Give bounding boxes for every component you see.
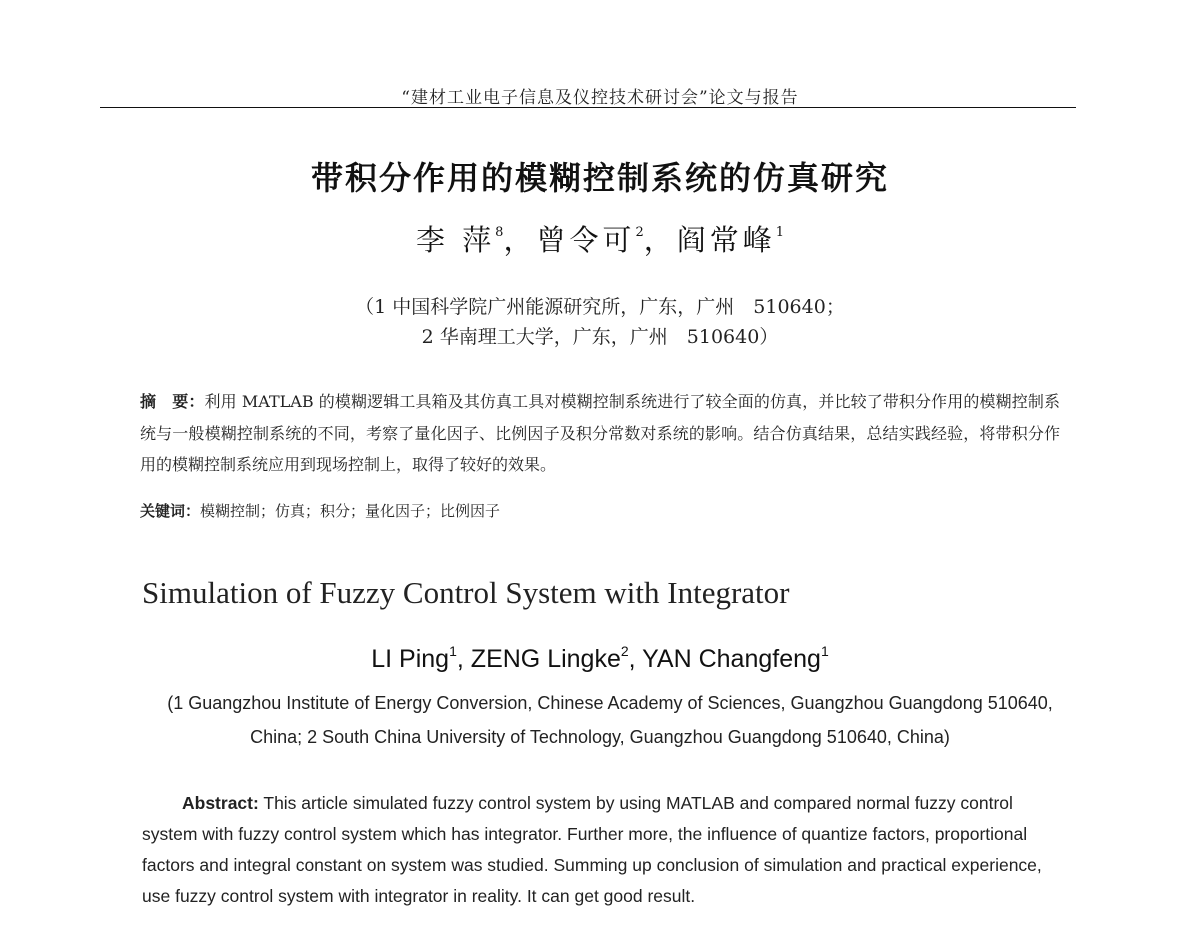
- keywords-label: 关键词：: [140, 502, 201, 520]
- author-affiliation-mark: 2: [620, 643, 629, 659]
- author-affiliation-mark: 1: [775, 225, 785, 240]
- keywords-text: 模糊控制；仿真；积分；量化因子；比例因子: [200, 502, 501, 520]
- author-name: 阎常峰: [676, 223, 776, 257]
- authors-chinese: [0, 218, 1200, 259]
- running-header: “建材工业电子信息及仪控技术研讨会”论文与报告: [401, 88, 799, 108]
- authors-english: [0, 643, 1200, 674]
- title-chinese: 带积分作用的模糊控制系统的仿真研究: [310, 159, 889, 197]
- header-rule: [100, 107, 1076, 108]
- author-separator: ，: [643, 223, 677, 257]
- abstract-chinese: [140, 386, 1060, 481]
- author-name: 曾令可: [536, 223, 636, 257]
- abstract-label: Abstract:: [182, 793, 259, 813]
- author-affiliation-mark: 1: [820, 643, 829, 659]
- author-separator: ,: [628, 645, 643, 673]
- abstract-english: [142, 788, 1042, 912]
- author-name: LI Ping: [371, 645, 450, 673]
- affiliation-english-line1: (1 Guangzhou Institute of Energy Conversion, Chinese Academy of Sciences, Guangzhou Guangdong 510640,: [167, 693, 1053, 713]
- abstract-label: 摘 要：: [140, 392, 205, 411]
- keywords-chinese: [140, 500, 1060, 521]
- author-affiliation-mark: 2: [635, 225, 644, 240]
- author-separator: ，: [503, 223, 537, 257]
- abstract-text: 利用 MATLAB 的模糊逻辑工具箱及其仿真工具对模糊控制系统进行了较全面的仿真，并比较了带积分作用的模糊控制系统与一般模糊控制系统的不同，考察了量化因子、比例因子及积分常数对系统的影响。结合仿真结果，总结实践经验，将带积分作用的模糊控制系统应用到现场控制上，取得了较好的效果。: [140, 392, 1060, 474]
- title-english: Simulation of Fuzzy Control System with Integrator: [142, 575, 790, 610]
- affiliation-english-line2: China; 2 South China University of Technology, Guangzhou Guangdong 510640, China): [250, 727, 950, 747]
- author-affiliation-mark: 1: [449, 643, 457, 659]
- author-name: ZENG Lingke: [470, 645, 621, 673]
- author-affiliation-mark: 8: [495, 225, 504, 240]
- author-name: 李 萍: [415, 223, 496, 257]
- affiliation-chinese-line1: （1 中国科学院广州能源研究所，广东，广州 510640；: [355, 296, 845, 318]
- author-name: YAN Changfeng: [642, 645, 821, 673]
- author-separator: ,: [456, 645, 471, 673]
- abstract-text: This article simulated fuzzy control system by using MATLAB and compared normal fuzzy control system with fuzzy control system which has integrator. Further more, the influence of quantize factors, proportional factors and integral constant on system was studied. Summing up conclusion of simulation and practical experience, use fuzzy control system with integrator in reality. It can get good result.: [142, 793, 1042, 906]
- affiliation-chinese-line2: 2 华南理工大学，广东，广州 510640）: [421, 326, 779, 348]
